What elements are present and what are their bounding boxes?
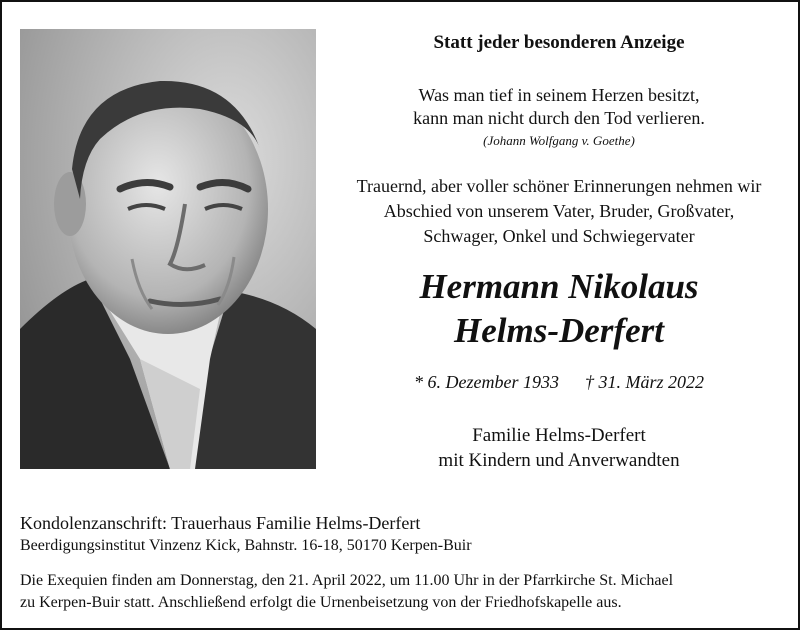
service-line: Die Exequien finden am Donnerstag, den 21. April 2022, um 11.00 Uhr in der Pfarrkirche St. Michael bbox=[20, 572, 674, 589]
deceased-surname: Helms-Derfert bbox=[454, 311, 664, 350]
memorial-quote bbox=[336, 84, 782, 130]
quote-line: Was man tief in seinem Herzen besitzt, bbox=[418, 85, 700, 105]
portrait-photo bbox=[20, 29, 316, 469]
intro-line: Trauernd, aber voller schöner Erinnerungen nehmen wir bbox=[356, 176, 762, 196]
condolence-line: Kondolenzanschrift: Trauerhaus Familie Helms-Derfert bbox=[20, 513, 421, 533]
portrait-illustration bbox=[20, 29, 316, 469]
birth-date: * 6. Dezember 1933 bbox=[414, 372, 559, 392]
quote-author: (Johann Wolfgang v. Goethe) bbox=[483, 133, 635, 148]
funeral-service-info bbox=[20, 570, 790, 614]
mourning-family bbox=[336, 423, 782, 473]
intro-line: Abschied von unserem Vater, Bruder, Großvater, bbox=[383, 201, 735, 221]
intro-text bbox=[336, 174, 782, 249]
deceased-first-names: Hermann Nikolaus bbox=[419, 267, 699, 306]
funeral-home-line: Beerdigungsinstitut Vinzenz Kick, Bahnstr. 16-18, 50170 Kerpen-Buir bbox=[20, 537, 472, 554]
family-line: mit Kindern und Anverwandten bbox=[438, 450, 680, 471]
family-line: Familie Helms-Derfert bbox=[472, 425, 646, 446]
death-date: † 31. März 2022 bbox=[584, 372, 704, 392]
announcement-heading: Statt jeder besonderen Anzeige bbox=[433, 32, 685, 53]
service-line: zu Kerpen-Buir statt. Anschließend erfolgt die Urnenbeisetzung von der Friedhofskapelle aus. bbox=[20, 594, 622, 611]
deceased-name bbox=[336, 265, 782, 353]
intro-line: Schwager, Onkel und Schwiegervater bbox=[423, 226, 695, 246]
condolence-address bbox=[20, 512, 780, 557]
life-dates bbox=[336, 372, 782, 393]
quote-line: kann man nicht durch den Tod verlieren. bbox=[413, 108, 705, 128]
